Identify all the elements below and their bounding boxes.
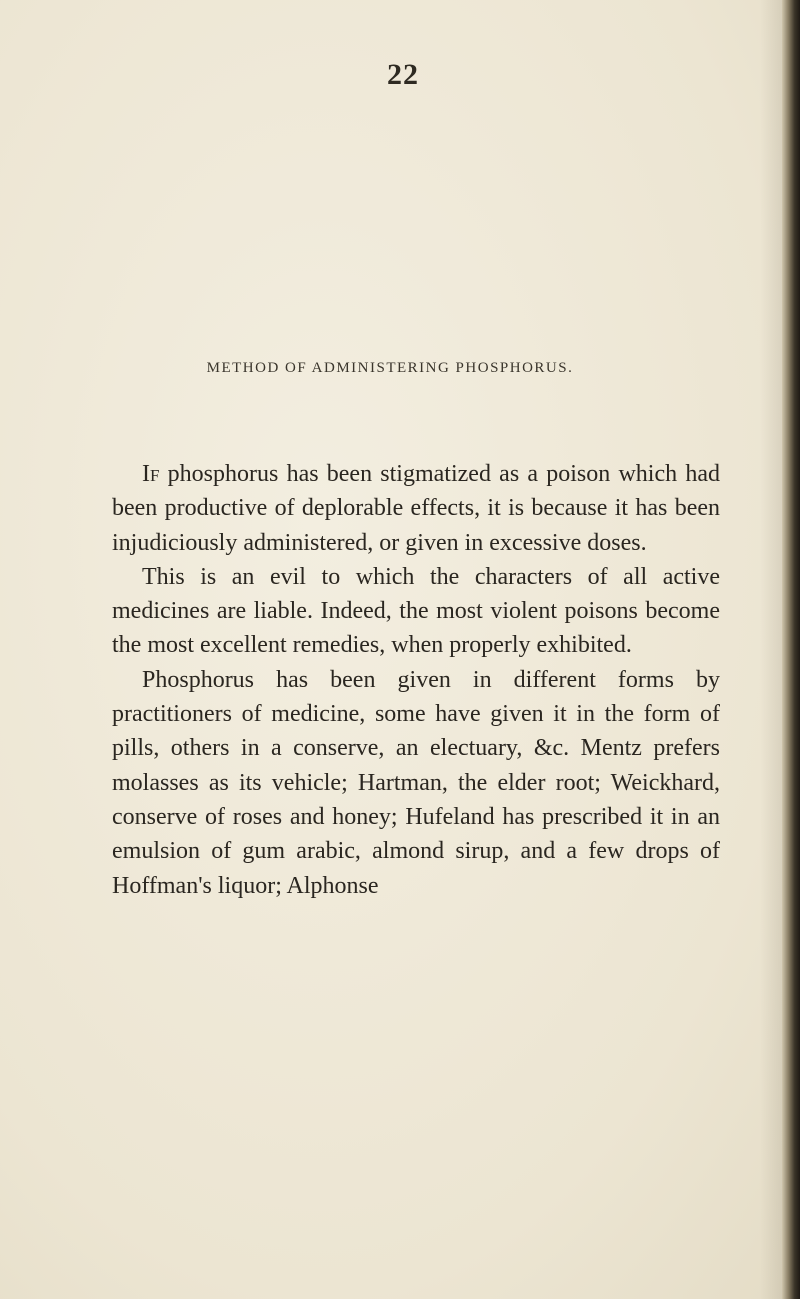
paragraph-lead-word: If	[142, 461, 160, 487]
binding-shadow	[760, 0, 782, 1299]
body-text	[112, 457, 720, 903]
book-binding-edge	[782, 0, 800, 1299]
page-number: 22	[387, 58, 419, 91]
paragraph-1	[112, 457, 720, 560]
paragraph-3: Phosphorus has been given in different forms by practitioners of medicine, some have given it in the form of pills, others in a conserve, an electuary, &c. Mentz prefers molasses as its vehicle; Hartman, the elder root; Weickhard, conserve of roses and honey; Hufeland has prescribed it in an emulsion of gum arabic, almond sirup, and a few drops of Hoffman's liquor; Alphonse	[112, 666, 720, 899]
paragraph-2: This is an evil to which the characters of all active medicines are liable. Indeed, the most violent poisons become the most excellent remedies, when properly exhibited.	[112, 563, 720, 659]
section-heading: METHOD OF ADMINISTERING PHOSPHORUS.	[206, 360, 574, 376]
paragraph-1-text: phosphorus has been stigmatized as a poison which had been productive of deplorable effects, it is because it has been injudiciously administered, or given in excessive doses.	[112, 461, 720, 556]
